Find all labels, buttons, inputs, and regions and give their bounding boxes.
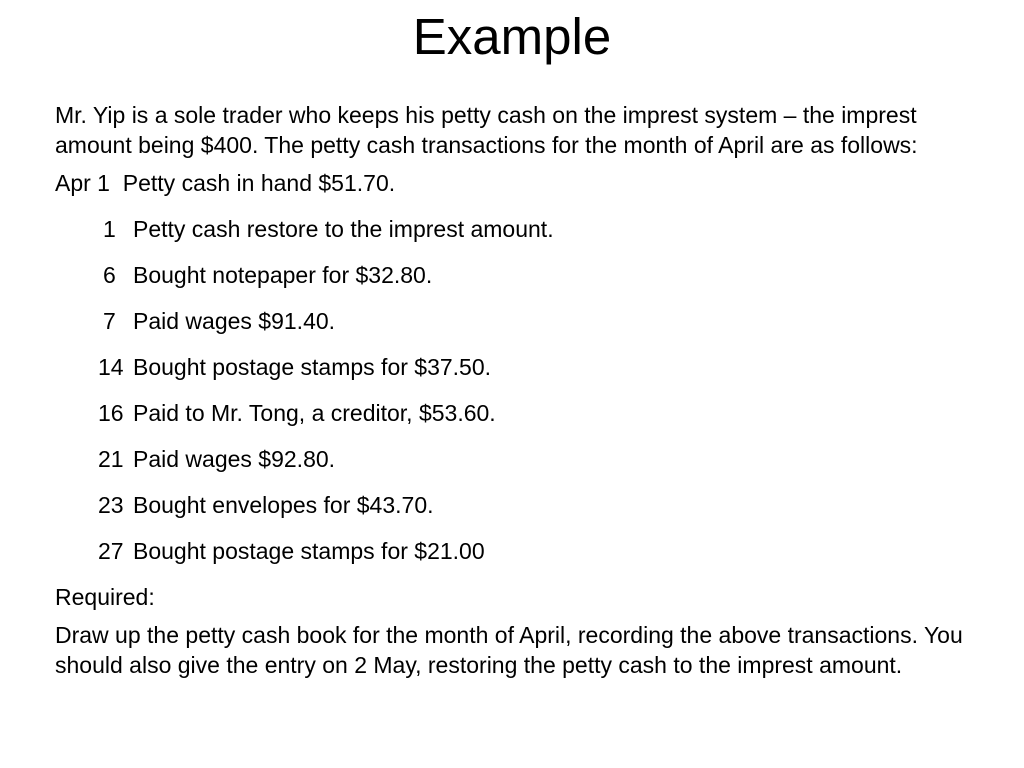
slide-body (55, 100, 985, 680)
transaction-text: Bought postage stamps for $21.00 (133, 538, 485, 564)
transaction-line (55, 260, 985, 290)
transaction-text: Bought postage stamps for $37.50. (133, 354, 492, 380)
transaction-text: Paid to Mr. Tong, a creditor, $53.60. (133, 400, 496, 426)
transaction-line (55, 398, 985, 428)
transaction-day: 7 (103, 308, 116, 334)
instruction-paragraph: Draw up the petty cash book for the month of April, recording the above transactions. You should also give the entry on 2 May, restoring the petty cash to the imprest amount. (55, 622, 963, 678)
transaction-text: Petty cash in hand $51.70. (122, 170, 396, 196)
transaction-line (55, 214, 985, 244)
transaction-day: 1 (103, 216, 116, 242)
transaction-day: 14 (98, 354, 124, 380)
transaction-text: Paid wages $92.80. (133, 446, 336, 472)
transaction-day: 23 (98, 492, 124, 518)
transaction-day: 16 (98, 400, 124, 426)
transaction-line (55, 306, 985, 336)
required-label: Required: (55, 584, 155, 610)
intro-paragraph: Mr. Yip is a sole trader who keeps his petty cash on the imprest system – the imprest amount being $400. The petty cash transactions for the month of April are as follows: (55, 102, 918, 158)
transaction-text: Bought notepaper for $32.80. (133, 262, 433, 288)
transaction-line (55, 444, 985, 474)
transaction-text: Petty cash restore to the imprest amount. (133, 216, 554, 242)
transaction-day: 27 (98, 538, 124, 564)
slide-title: Example (412, 8, 612, 65)
transaction-text: Bought envelopes for $43.70. (133, 492, 434, 518)
transaction-day: 21 (98, 446, 124, 472)
date-prefix: Apr 1 (55, 170, 110, 196)
transaction-line (55, 536, 985, 566)
transaction-line (55, 490, 985, 520)
transaction-day: 6 (103, 262, 116, 288)
transaction-line-apr-1 (55, 168, 985, 198)
transaction-line (55, 352, 985, 382)
transaction-text: Paid wages $91.40. (133, 308, 336, 334)
